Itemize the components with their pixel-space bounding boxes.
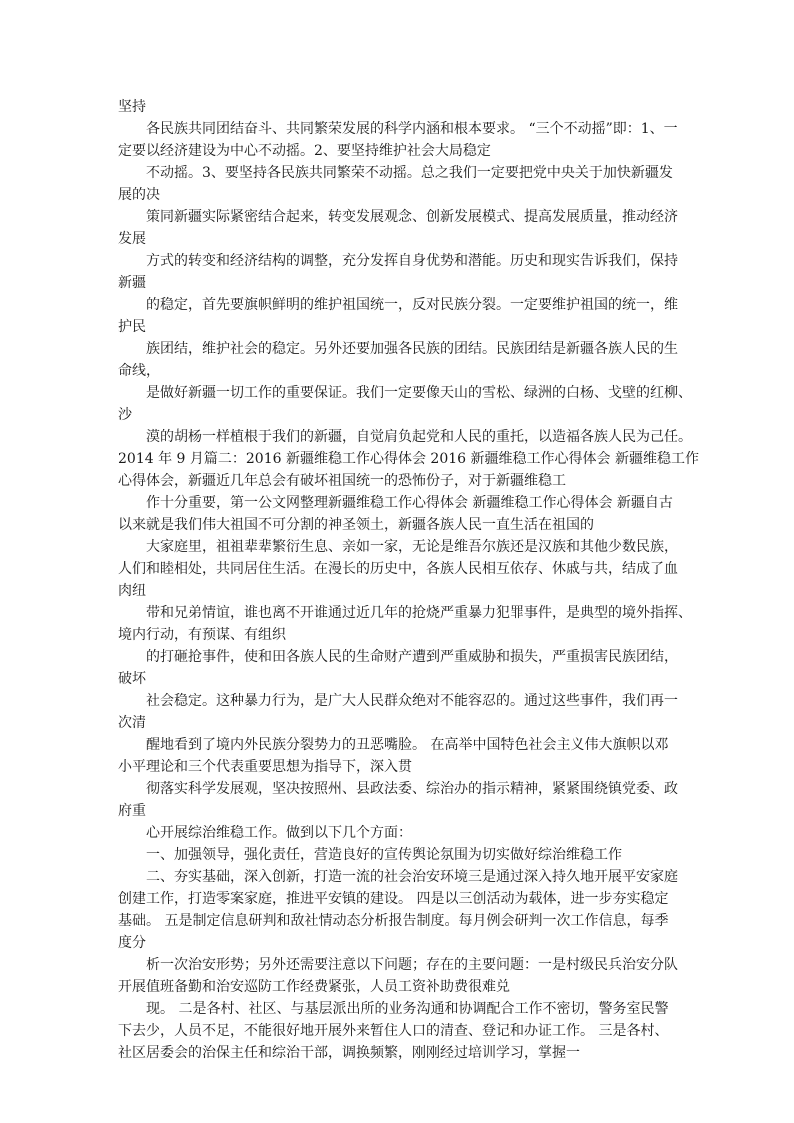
text-line: 漠的胡杨一样植根于我们的新疆，自觉肩负起党和人民的重托，以造福各族人民为己任。: [146, 429, 692, 445]
text-line: 社区居委会的治保主任和综治干部，调换频繁，刚刚经过培训学习，掌握一: [118, 1045, 580, 1061]
text-line: 的打砸抢事件，使和田各族人民的生命财产遭到严重威胁和损失，严重损害民族团结，: [146, 649, 678, 665]
text-line: 以来就是我们伟大祖国不可分割的神圣领土，新疆各族人民一直生活在祖国的: [118, 517, 594, 533]
text-line: 策同新疆实际紧密结合起来，转变发展观念、创新发展模式、提高发展质量，推动经济: [146, 209, 678, 225]
text-line: 一、加强领导，强化责任，营造良好的宣传舆论氛围为切实做好综治维稳工作: [146, 847, 622, 863]
text-line: 破坏: [118, 671, 146, 687]
text-line: 不动摇。3、要坚持各民族共同繁荣不动摇。总之我们一定要把党中央关于加快新疆发: [146, 165, 673, 181]
text-line: 的稳定，首先要旗帜鲜明的维护祖国统一，反对民族分裂。一定要维护祖国的统一，维: [146, 297, 678, 313]
text-line: 定要以经济建设为中心不动摇。2、要坚持维护社会大局稳定: [118, 143, 491, 159]
text-line: 开展值班备勤和治安巡防工作经费紧张，人员工资补助费很难兑: [118, 979, 510, 995]
text-line: 度分: [118, 935, 146, 951]
text-line: 沙: [118, 407, 132, 423]
text-line: 二、夯实基础，深入创新，打造一流的社会治安环境三是通过深入持久地开展平安家庭: [146, 869, 678, 885]
text-line: 创建工作，打造零案家庭，推进平安镇的建设。 四是以三创活动为载体，进一步夯实稳定: [118, 891, 669, 907]
text-line: 小平理论和三个代表重要思想为指导下，深入贯: [118, 759, 412, 775]
text-line: 彻落实科学发展观，坚决按照州、县政法委、综治办的指示精神，紧紧围绕镇党委、政: [146, 781, 678, 797]
text-line: 析一次治安形势；另外还需要注意以下问题；存在的主要问题：一是村级民兵治安分队: [146, 957, 678, 973]
text-line: 人们和睦相处，共同居住生活。在漫长的历史中，各族人民相互依存、休戚与共，结成了血: [118, 561, 678, 577]
text-line: 下去少，人员不足，不能很好地开展外来暂住人口的清查、登记和办证工作。 三是各村、: [118, 1023, 669, 1039]
text-line: 带和兄弟情谊，谁也离不开谁通过近几年的抢烧严重暴力犯罪事件，是典型的境外指挥、: [146, 605, 692, 621]
text-line: 护民: [118, 319, 146, 335]
text-line: 是做好新疆一切工作的重要保证。我们一定要像天山的雪松、绿洲的白杨、戈壁的红柳、: [146, 385, 692, 401]
text-line: 社会稳定。这种暴力行为，是广大人民群众绝对不能容忍的。通过这些事件，我们再一: [146, 693, 678, 709]
text-line: 心得体会，新疆近几年总会有破坏祖国统一的恐怖份子，对于新疆维稳工: [118, 473, 566, 489]
text-line: 展的决: [118, 187, 160, 203]
text-line: 命线，: [118, 363, 160, 379]
text-line: 大家庭里，祖祖辈辈繁衍生息、亲如一家，无论是维吾尔族还是汉族和其他少数民族，: [146, 539, 678, 555]
text-line: 心开展综治维稳工作。做到以下几个方面：: [146, 825, 412, 841]
text-line: 族团结，维护社会的稳定。另外还要加强各民族的团结。民族团结是新疆各族人民的生: [146, 341, 678, 357]
text-line: 坚持: [118, 99, 146, 115]
text-line: 各民族共同团结奋斗、共同繁荣发展的科学内涵和根本要求。 “三个不动摇”即：1、一: [146, 121, 678, 137]
document-body: [118, 96, 699, 1064]
text-line: 基础。 五是制定信息研判和敌社情动态分析报告制度。每月例会研判一次工作信息，每季: [118, 913, 669, 929]
text-line: 府重: [118, 803, 146, 819]
text-line: 肉纽: [118, 583, 146, 599]
text-line: 现。 二是各村、社区、与基层派出所的业务沟通和协调配合工作不密切，警务室民警: [146, 1001, 669, 1017]
text-line: 醒地看到了境内外民族分裂势力的丑恶嘴脸。 在高举中国特色社会主义伟大旗帜以邓: [146, 737, 669, 753]
text-line: 2014 年 9 月篇二：2016 新疆维稳工作心得体会 2016 新疆维稳工作心得体会 新疆维稳工作: [118, 451, 699, 467]
text-line: 次清: [118, 715, 146, 731]
text-line: 境内行动，有预谋、有组织: [118, 627, 286, 643]
text-line: 作十分重要，第一公文网整理新疆维稳工作心得体会 新疆维稳工作心得体会 新疆自古: [146, 495, 673, 511]
text-line: 发展: [118, 231, 146, 247]
text-line: 方式的转变和经济结构的调整，充分发挥自身优势和潜能。历史和现实告诉我们，保持: [146, 253, 678, 269]
text-line: 新疆: [118, 275, 146, 291]
